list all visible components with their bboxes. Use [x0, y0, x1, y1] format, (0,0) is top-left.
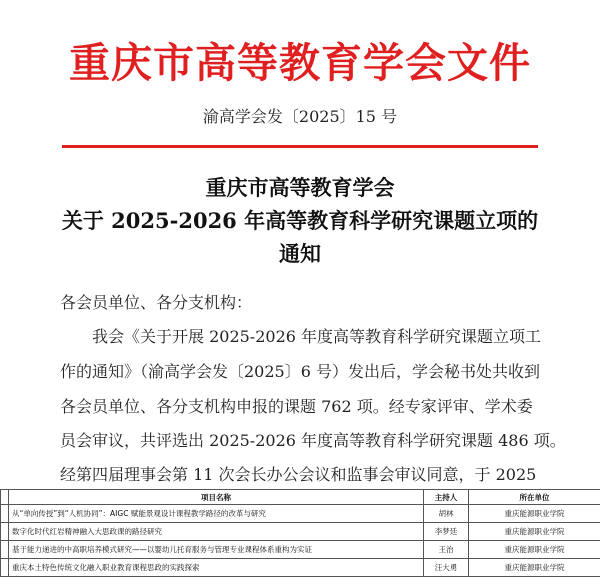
- body-paragraph-line: 作的通知》（渝高学会发〔2025〕6 号）发出后，学会秘书处共收到: [60, 362, 540, 381]
- project-name-cell: 数字化时代红岩精神融入大思政课的路径研究: [9, 523, 424, 541]
- unit-cell: 重庆能源职业学院: [469, 541, 600, 559]
- column-header-index: [1, 490, 9, 505]
- addressee: 各会员单位、各分支机构：: [60, 293, 253, 312]
- body-paragraph-line: 我会《关于开展 2025-2026 年度高等教育科学研究课题立项工: [92, 327, 542, 346]
- unit-cell: 重庆能源职业学院: [469, 505, 600, 523]
- row-index-cell: [1, 523, 9, 541]
- unit-cell: 重庆能源职业学院: [469, 523, 600, 541]
- table-row: [1, 505, 600, 523]
- table-row: [1, 541, 600, 559]
- unit-cell: 重庆能源职业学院: [469, 559, 600, 577]
- host-cell: 胡林: [424, 505, 469, 523]
- body-paragraph-line: 各会员单位、各分支机构申报的课题 762 项。经专家评审、学术委: [60, 397, 533, 416]
- body-paragraph-line: 经第四届理事会第 11 次会长办公会议和监事会审议同意，于 2025: [60, 465, 537, 484]
- notice-title-line-3: 通知: [279, 241, 321, 266]
- notice-title-line-1: 重庆市高等教育学会: [205, 175, 395, 200]
- row-index-cell: [1, 559, 9, 577]
- table-header-row: [1, 490, 600, 505]
- host-cell: 汪大勇: [424, 559, 469, 577]
- document-org-title: 重庆市高等教育学会文件: [69, 39, 531, 87]
- table-row: [1, 559, 600, 577]
- row-index-cell: [1, 541, 9, 559]
- project-name-cell: 重庆本土特色传统文化融入职业教育课程思政的实践探索: [9, 559, 424, 577]
- project-name-cell: 从“单向传授”到“人机协同”：AIGC 赋能景观设计课程教学路径的改革与研究: [9, 505, 424, 523]
- table-row: [1, 523, 600, 541]
- body-paragraph-line: 员会审议，共评选出 2025-2026 年度高等教育科学研究课题 486 项。: [60, 431, 566, 450]
- host-cell: 王治: [424, 541, 469, 559]
- column-header-host: 主持人: [424, 490, 469, 505]
- row-index-cell: [1, 505, 9, 523]
- document-number: 渝高学会发〔2025〕15 号: [202, 107, 398, 126]
- column-header-unit: 所在单位: [469, 490, 600, 505]
- red-divider-line: [62, 145, 538, 148]
- project-name-cell: 基于能力递进的中高职培养模式研究——以婴幼儿托育服务与管理专业课程体系重构为实证: [9, 541, 424, 559]
- project-list-table: [0, 489, 600, 582]
- column-header-project-name: 项目名称: [9, 490, 424, 505]
- host-cell: 李梦廷: [424, 523, 469, 541]
- notice-title-line-2: 关于 2025-2026 年高等教育科学研究课题立项的: [61, 208, 539, 233]
